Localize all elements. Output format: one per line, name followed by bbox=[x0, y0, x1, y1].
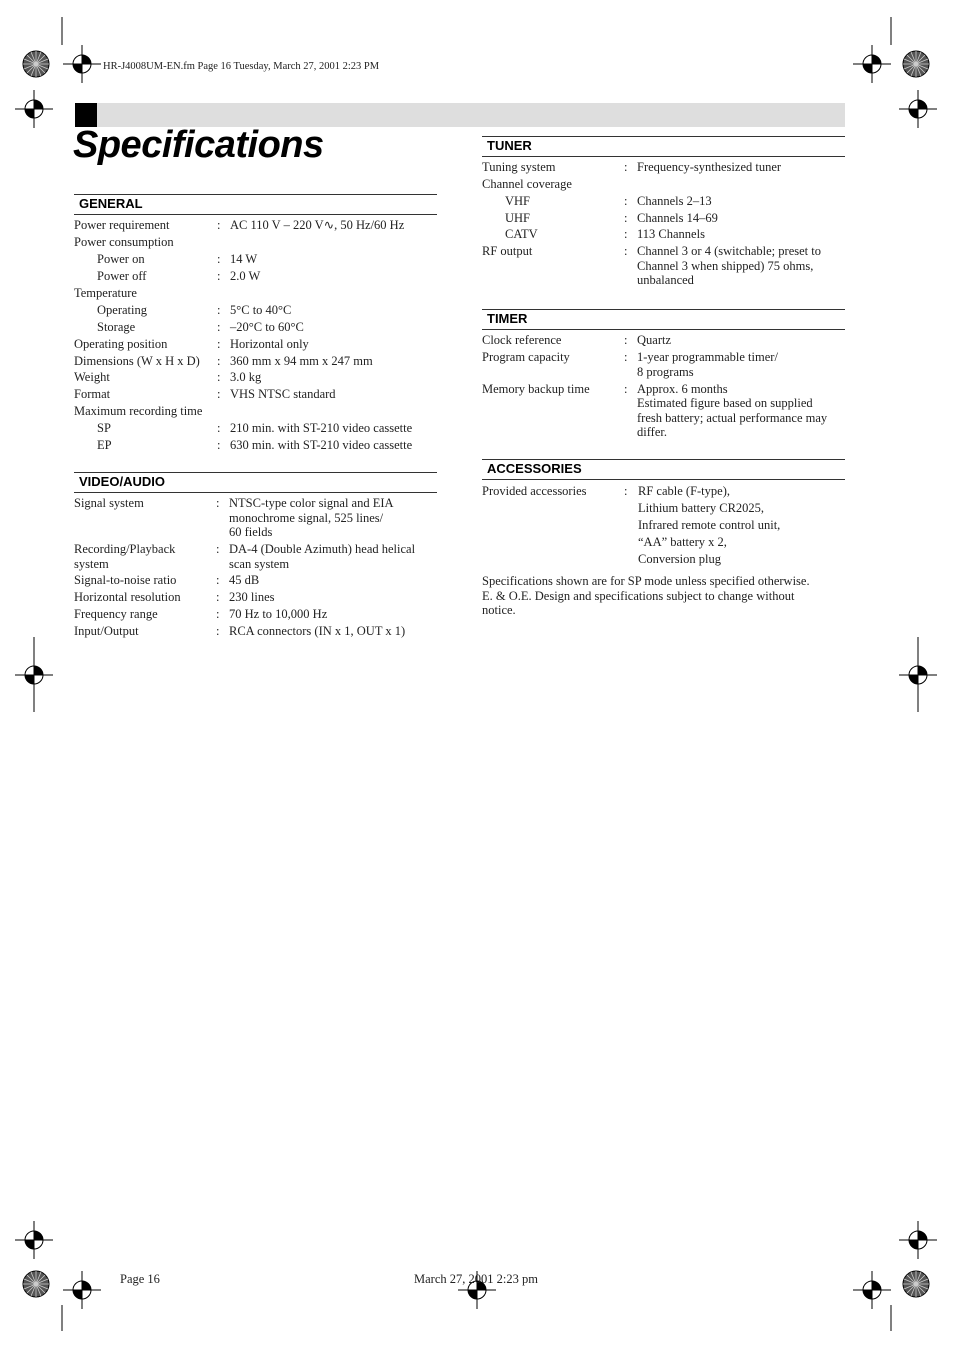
spec-value: 5°C to 40°C bbox=[230, 302, 292, 317]
spec-label: Horizontal resolution bbox=[74, 590, 181, 604]
section-heading bbox=[74, 194, 437, 215]
spec-row: Signal system : NTSC-type color signal and EIA monochrome signal, 525 lines/ 60 fields bbox=[74, 496, 394, 539]
spec-label: Signal system bbox=[74, 496, 144, 510]
spec-label: Storage bbox=[97, 319, 136, 334]
accessory-item: RF cable (F-type), bbox=[638, 484, 730, 498]
spec-label: Operating bbox=[97, 302, 147, 317]
spec-label: Signal-to-noise ratio bbox=[74, 573, 177, 587]
spec-row: Weight : 3.0 kg bbox=[74, 370, 262, 384]
spec-value: DA-4 (Double Azimuth) head helical bbox=[229, 542, 416, 556]
spec-label: Provided accessories bbox=[482, 484, 587, 498]
spec-row bbox=[74, 235, 437, 252]
accessory-item: Infrared remote control unit, bbox=[638, 518, 781, 532]
spec-row: VHF : Channels 2–13 bbox=[505, 194, 712, 208]
footer-page: Page 16 bbox=[120, 1272, 160, 1286]
spec-row: Power on : 14 W bbox=[97, 252, 258, 266]
spec-value: Estimated figure based on supplied bbox=[637, 396, 813, 410]
accessory-item: “AA” battery x 2, bbox=[638, 535, 727, 549]
spec-row: Signal-to-noise ratio : 45 dB bbox=[74, 573, 260, 587]
spec-label: Input/Output bbox=[74, 624, 139, 638]
spec-row: Operating position : Horizontal only bbox=[74, 336, 309, 351]
spec-value: 3.0 kg bbox=[230, 370, 262, 384]
spec-label: Temperature bbox=[74, 285, 137, 300]
spec-label: Clock reference bbox=[482, 333, 562, 347]
spec-value: 630 min. with ST-210 video cassette bbox=[230, 438, 413, 452]
spec-row: Clock reference : Quartz bbox=[482, 333, 672, 347]
spec-row: EP : 630 min. with ST-210 video cassette bbox=[97, 438, 413, 452]
spec-row: Power requirement : AC 110 V – 220 V∿, 50 Hz/60 Hz bbox=[74, 218, 405, 232]
spec-value: Channel 3 when shipped) 75 ohms, bbox=[637, 258, 814, 273]
spec-label: UHF bbox=[505, 210, 531, 225]
accessories-section bbox=[482, 459, 845, 568]
spec-row: Operating : 5°C to 40°C bbox=[97, 302, 292, 317]
spec-label: Channel coverage bbox=[482, 177, 572, 191]
spec-value: Channel 3 or 4 (switchable; preset to bbox=[637, 244, 821, 258]
spec-label: Weight bbox=[74, 370, 110, 384]
spec-value: 1-year programmable timer/ bbox=[637, 350, 778, 364]
spec-value: 70 Hz to 10,000 Hz bbox=[229, 607, 328, 621]
accessory-item: Lithium battery CR2025, bbox=[638, 501, 765, 515]
spec-row: Horizontal resolution : 230 lines bbox=[74, 590, 275, 604]
spec-label: Recording/Playback bbox=[74, 542, 176, 556]
file-info: HR-J4008UM-EN.fm Page 16 Tuesday, March 27, 2001 2:23 PM bbox=[103, 61, 380, 72]
spec-value: differ. bbox=[637, 425, 667, 439]
timer-heading: TIMER bbox=[487, 311, 528, 326]
spec-value: VHS NTSC standard bbox=[230, 387, 336, 401]
spec-row bbox=[74, 404, 437, 421]
spec-value: 8 programs bbox=[637, 364, 694, 379]
spec-row: Provided accessories : RF cable (F-type), Lithium battery CR2025, Infrared remote control unit, “AA” battery x 2, Conversion plug bbox=[482, 484, 781, 566]
spec-value: RCA connectors (IN x 1, OUT x 1) bbox=[229, 624, 406, 638]
note-line: E. & O.E. Design and specifications subject to change without bbox=[482, 588, 795, 603]
spec-label: Memory backup time bbox=[482, 381, 590, 396]
note-line: notice. bbox=[482, 603, 516, 617]
spec-label: Program capacity bbox=[482, 350, 570, 364]
spec-row: Storage : –20°C to 60°C bbox=[97, 319, 304, 334]
tuner-section bbox=[482, 136, 845, 290]
spec-value: unbalanced bbox=[637, 273, 694, 287]
spec-label: EP bbox=[97, 438, 112, 452]
section-heading bbox=[74, 472, 437, 493]
spec-label: Dimensions (W x H x D) bbox=[74, 353, 200, 368]
spec-value: Quartz bbox=[637, 333, 672, 347]
spec-value: 60 fields bbox=[229, 525, 273, 539]
spec-value: scan system bbox=[229, 556, 290, 571]
spec-label: SP bbox=[97, 421, 111, 435]
footer-date: March 27, 2001 2:23 pm bbox=[414, 1272, 538, 1286]
page-title: Specifications bbox=[73, 124, 324, 166]
spec-label: Power requirement bbox=[74, 218, 170, 232]
spec-label: Format bbox=[74, 387, 111, 401]
spec-row: RF output : Channel 3 or 4 (switchable; preset to Channel 3 when shipped) 75 ohms, unbalanced bbox=[482, 244, 821, 287]
spec-row: Frequency range : 70 Hz to 10,000 Hz bbox=[74, 607, 328, 621]
spec-label: CATV bbox=[505, 227, 538, 241]
spec-notes bbox=[482, 574, 810, 618]
spec-value: Channels 14–69 bbox=[637, 210, 718, 225]
spec-row: UHF : Channels 14–69 bbox=[505, 210, 718, 225]
spec-row: Input/Output : RCA connectors (IN x 1, OUT x 1) bbox=[74, 624, 406, 638]
spec-value: fresh battery; actual performance may bbox=[637, 410, 828, 425]
spec-label: Tuning system bbox=[482, 160, 556, 174]
spec-value: 360 mm x 94 mm x 247 mm bbox=[230, 353, 373, 368]
spec-label: Power off bbox=[97, 268, 147, 283]
spec-value: NTSC-type color signal and EIA bbox=[229, 496, 394, 510]
spec-row: Format : VHS NTSC standard bbox=[74, 387, 336, 401]
accessory-item: Conversion plug bbox=[638, 552, 721, 566]
spec-value: 45 dB bbox=[229, 573, 260, 587]
video-audio-section bbox=[74, 472, 437, 641]
spec-value: –20°C to 60°C bbox=[230, 319, 304, 334]
spec-label: RF output bbox=[482, 244, 533, 258]
spec-row: Power off : 2.0 W bbox=[97, 268, 261, 283]
spec-row: Dimensions (W x H x D) : 360 mm x 94 mm x 247 mm bbox=[74, 353, 373, 368]
spec-label: VHF bbox=[505, 194, 531, 208]
accessories-heading: ACCESSORIES bbox=[487, 461, 582, 476]
section-heading bbox=[482, 309, 845, 330]
spec-row: CATV : 113 Channels bbox=[505, 227, 705, 241]
spec-value: 230 lines bbox=[229, 590, 275, 604]
spec-value: 113 Channels bbox=[637, 227, 705, 241]
spec-value: monochrome signal, 525 lines/ bbox=[229, 510, 384, 525]
spec-row: Recording/Playback system : DA-4 (Double Azimuth) head helical scan system bbox=[74, 542, 416, 571]
spec-row: SP : 210 min. with ST-210 video cassette bbox=[97, 421, 413, 435]
video-audio-heading: VIDEO/AUDIO bbox=[79, 474, 165, 489]
spec-label: Power on bbox=[97, 252, 145, 266]
timer-section bbox=[482, 309, 845, 442]
general-heading: GENERAL bbox=[79, 196, 143, 211]
spec-row: Memory backup time : Approx. 6 months Estimated figure based on supplied fresh battery; actual performance may differ. bbox=[482, 381, 828, 439]
tuner-heading: TUNER bbox=[487, 138, 532, 153]
spec-value: AC 110 V – 220 V∿, 50 Hz/60 Hz bbox=[230, 218, 405, 232]
spec-row: Tuning system : Frequency-synthesized tuner bbox=[482, 160, 782, 174]
spec-value: Approx. 6 months bbox=[637, 381, 728, 396]
spec-label: Frequency range bbox=[74, 607, 158, 621]
spec-row: Program capacity : 1-year programmable timer/ 8 programs bbox=[482, 350, 778, 379]
spec-label: Maximum recording time bbox=[74, 404, 203, 418]
spec-label: system bbox=[74, 556, 109, 571]
spec-value: 2.0 W bbox=[230, 268, 261, 283]
spec-label: Operating position bbox=[74, 336, 168, 351]
note-line: Specifications shown are for SP mode unless specified otherwise. bbox=[482, 574, 810, 588]
general-section bbox=[74, 194, 437, 455]
spec-value: Horizontal only bbox=[230, 336, 309, 351]
section-heading bbox=[482, 136, 845, 157]
section-heading bbox=[482, 459, 845, 480]
spec-value: Channels 2–13 bbox=[637, 194, 712, 208]
spec-value: 210 min. with ST-210 video cassette bbox=[230, 421, 413, 435]
spec-row bbox=[482, 177, 845, 194]
spec-row bbox=[74, 286, 437, 303]
spec-value: 14 W bbox=[230, 252, 258, 266]
spec-label: Power consumption bbox=[74, 235, 174, 249]
spec-value: Frequency-synthesized tuner bbox=[637, 160, 782, 174]
